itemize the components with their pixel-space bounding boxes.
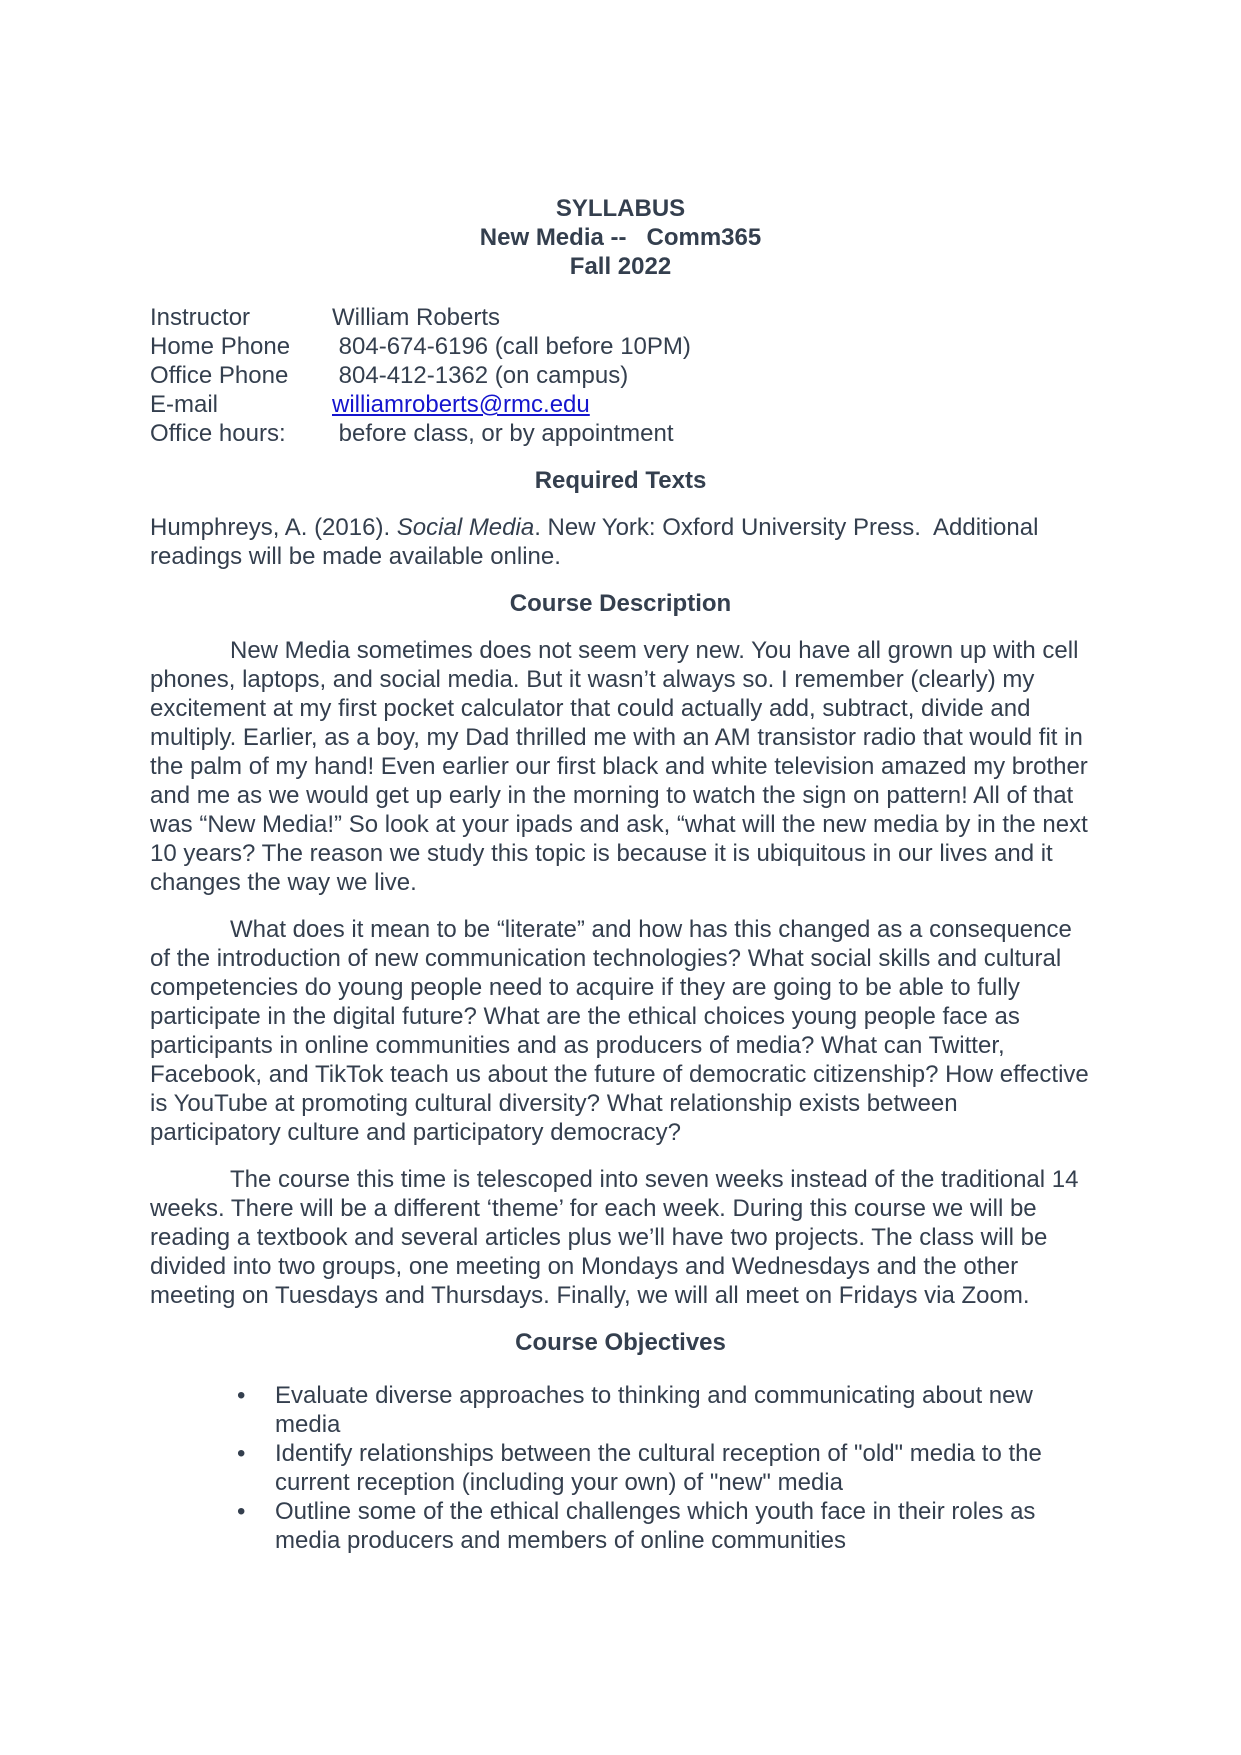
instructor-info-block bbox=[150, 303, 1091, 448]
course-name-title: New Media -- Comm365 bbox=[479, 224, 762, 251]
office-phone-label: Office Phone bbox=[150, 362, 289, 389]
document-title: SYLLABUS bbox=[555, 195, 686, 222]
objective-text: Outline some of the ethical challenges which youth face in their roles as media producers and members of online communities bbox=[275, 1498, 1036, 1554]
course-description-paragraph-2: What does it mean to be “literate” and how has this changed as a consequence of the introduction of new communication technologies? What social skills and cultural competencies do young people need to acquire if they are going to be able to fully participate in the digital future? What are the ethical choices young people face as participants in online communities and as producers of media? What can Twitter, Facebook, and TikTok teach us about the future of democratic citizenship? How effective is YouTube at promoting cultural diversity? What relationship exists between participatory culture and participatory democracy? bbox=[150, 916, 1096, 1146]
objective-item bbox=[237, 1439, 1091, 1497]
course-objectives-heading: Course Objectives bbox=[515, 1329, 726, 1356]
objective-item bbox=[237, 1381, 1091, 1439]
objective-text: Evaluate diverse approaches to thinking and communicating about new media bbox=[275, 1382, 1033, 1438]
bullet-icon: • bbox=[237, 1498, 246, 1525]
office-phone-value: 804-412-1362 (on campus) bbox=[332, 362, 629, 389]
course-description-paragraph-3: The course this time is telescoped into seven weeks instead of the traditional 14 weeks. There will be a different ‘theme’ for each week. During this course we will be reading a textbook and several articles plus we’ll have two projects. The class will be divided into two groups, one meeting on Mondays and Wednesdays and the other meeting on Tuesdays and Thursdays. Finally, we will all meet on Fridays via Zoom. bbox=[150, 1166, 1086, 1309]
home-phone-label: Home Phone bbox=[150, 333, 291, 360]
term-title: Fall 2022 bbox=[569, 253, 672, 280]
course-description-heading: Course Description bbox=[509, 590, 732, 617]
info-row-office-phone bbox=[150, 361, 1091, 390]
bullet-icon: • bbox=[237, 1382, 246, 1409]
citation-prefix: Humphreys, A. (2016). bbox=[150, 514, 397, 541]
course-description-paragraph-1: New Media sometimes does not seem very new. You have all grown up with cell phones, laptops, and social media. But it wasn’t always so. I remember (clearly) my excitement at my first pocket calculator that could actually add, subtract, divide and multiply. Earlier, as a boy, my Dad thrilled me with an AM transistor radio that would fit in the palm of my hand! Even earlier our first black and white television amazed my brother and me as we would get up early in the morning to watch the sign on pattern! All of that was “New Media!” So look at your ipads and ask, “what will the new media by in the next 10 years? The reason we study this topic is because it is ubiquitous in our lives and it changes the way we live. bbox=[150, 637, 1095, 896]
objective-text: Identify relationships between the cultural reception of "old" media to the current reception (including your own) of "new" media bbox=[275, 1440, 1042, 1496]
info-row-email bbox=[150, 390, 1091, 419]
home-phone-value: 804-674-6196 (call before 10PM) bbox=[332, 333, 691, 360]
info-row-home-phone bbox=[150, 332, 1091, 361]
citation-book-title: Social Media bbox=[396, 514, 535, 541]
office-hours-value: before class, or by appointment bbox=[332, 420, 674, 447]
info-row-office-hours bbox=[150, 419, 1091, 448]
bullet-icon: • bbox=[237, 1440, 246, 1467]
course-objectives-list bbox=[150, 1381, 1091, 1555]
email-link[interactable]: williamroberts@rmc.edu bbox=[332, 391, 590, 418]
citation-suffix: . New York: Oxford University Press. Additional readings will be made available online. bbox=[150, 514, 1046, 570]
required-texts-citation bbox=[150, 513, 1091, 571]
document-title-block bbox=[150, 194, 1091, 281]
instructor-label: Instructor bbox=[150, 304, 251, 331]
email-label: E-mail bbox=[150, 391, 219, 418]
required-texts-heading: Required Texts bbox=[534, 467, 707, 494]
instructor-value: William Roberts bbox=[332, 304, 501, 331]
office-hours-label: Office hours: bbox=[150, 420, 286, 447]
info-row-instructor bbox=[150, 303, 1091, 332]
objective-item bbox=[237, 1497, 1091, 1555]
